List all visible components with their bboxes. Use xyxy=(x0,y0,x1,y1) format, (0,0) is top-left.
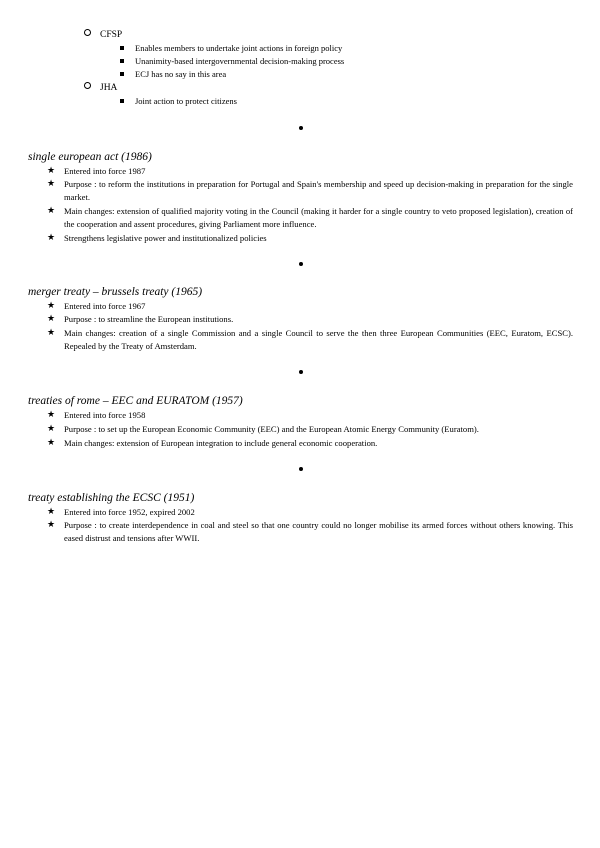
section-item: ★ Purpose : to create interdependence in coal and steel so that one country could no longer mobilise its armed forces without others knowing. This eased distrust and tensions after WWII. xyxy=(47,520,573,543)
star-bullet-icon: ★ xyxy=(47,166,56,176)
separator-dot-icon xyxy=(299,262,303,266)
separator-dot-icon xyxy=(299,126,303,130)
sub-list-item: Unanimity-based intergovernmental decision-making process xyxy=(120,55,344,67)
section-heading: merger treaty – brussels treaty (1965) xyxy=(28,286,203,298)
section-item: ★ Entered into force 1952, expired 2002 xyxy=(47,507,195,517)
star-bullet-icon: ★ xyxy=(47,520,56,530)
section-item: ★ Main changes: creation of a single Commission and a single Council to serve the then three European Communities (EEC, Euratom, ECSC). Repealed by the Treaty of Amsterdam. xyxy=(47,328,573,351)
square-bullet-icon xyxy=(120,72,124,76)
sub-list-item: Enables members to undertake joint actions in foreign policy xyxy=(120,42,342,54)
star-bullet-icon: ★ xyxy=(47,328,56,338)
square-bullet-icon xyxy=(120,59,124,63)
section-item: ★ Entered into force 1958 xyxy=(47,410,146,420)
separator-dot-icon xyxy=(299,467,303,471)
star-bullet-icon: ★ xyxy=(47,301,56,311)
star-bullet-icon: ★ xyxy=(47,424,56,434)
square-bullet-icon xyxy=(120,46,124,50)
list-item-cfsp: CFSP xyxy=(84,29,122,41)
section-item: ★ Strengthens legislative power and institutionalized policies xyxy=(47,233,267,243)
section-item: ★ Main changes: extension of qualified majority voting in the Council (making it harder for a single country to veto proposed legislation), creation of the cooperation and assent procedures, giving Parliament more influence. xyxy=(47,206,573,229)
square-bullet-icon xyxy=(120,99,124,103)
section-item: ★ Purpose : to reform the institutions in preparation for Portugal and Spain's membership and speed up decision-making in preparation for the single market. xyxy=(47,179,573,202)
section-heading: single european act (1986) xyxy=(28,151,152,163)
star-bullet-icon: ★ xyxy=(47,410,56,420)
star-bullet-icon: ★ xyxy=(47,206,56,216)
section-item: ★ Purpose : to set up the European Economic Community (EEC) and the European Atomic Energy Community (Euratom). xyxy=(47,424,479,434)
star-bullet-icon: ★ xyxy=(47,179,56,189)
section-item: ★ Main changes: extension of European integration to include general economic cooperation. xyxy=(47,438,378,448)
section-item: ★ Purpose : to streamline the European institutions. xyxy=(47,314,234,324)
separator-dot-icon xyxy=(299,370,303,374)
section-heading: treaty establishing the ECSC (1951) xyxy=(28,492,195,504)
section-item: ★ Entered into force 1967 xyxy=(47,301,146,311)
section-item: ★ Entered into force 1987 xyxy=(47,166,146,176)
section-heading: treaties of rome – EEC and EURATOM (1957) xyxy=(28,395,243,407)
circle-bullet-icon xyxy=(84,29,91,36)
star-bullet-icon: ★ xyxy=(47,438,56,448)
sub-list-item: ECJ has no say in this area xyxy=(120,68,226,80)
star-bullet-icon: ★ xyxy=(47,507,56,517)
star-bullet-icon: ★ xyxy=(47,233,56,243)
list-item-jha: JHA xyxy=(84,82,117,94)
star-bullet-icon: ★ xyxy=(47,314,56,324)
circle-bullet-icon xyxy=(84,82,91,89)
sub-list-item: Joint action to protect citizens xyxy=(120,95,237,107)
